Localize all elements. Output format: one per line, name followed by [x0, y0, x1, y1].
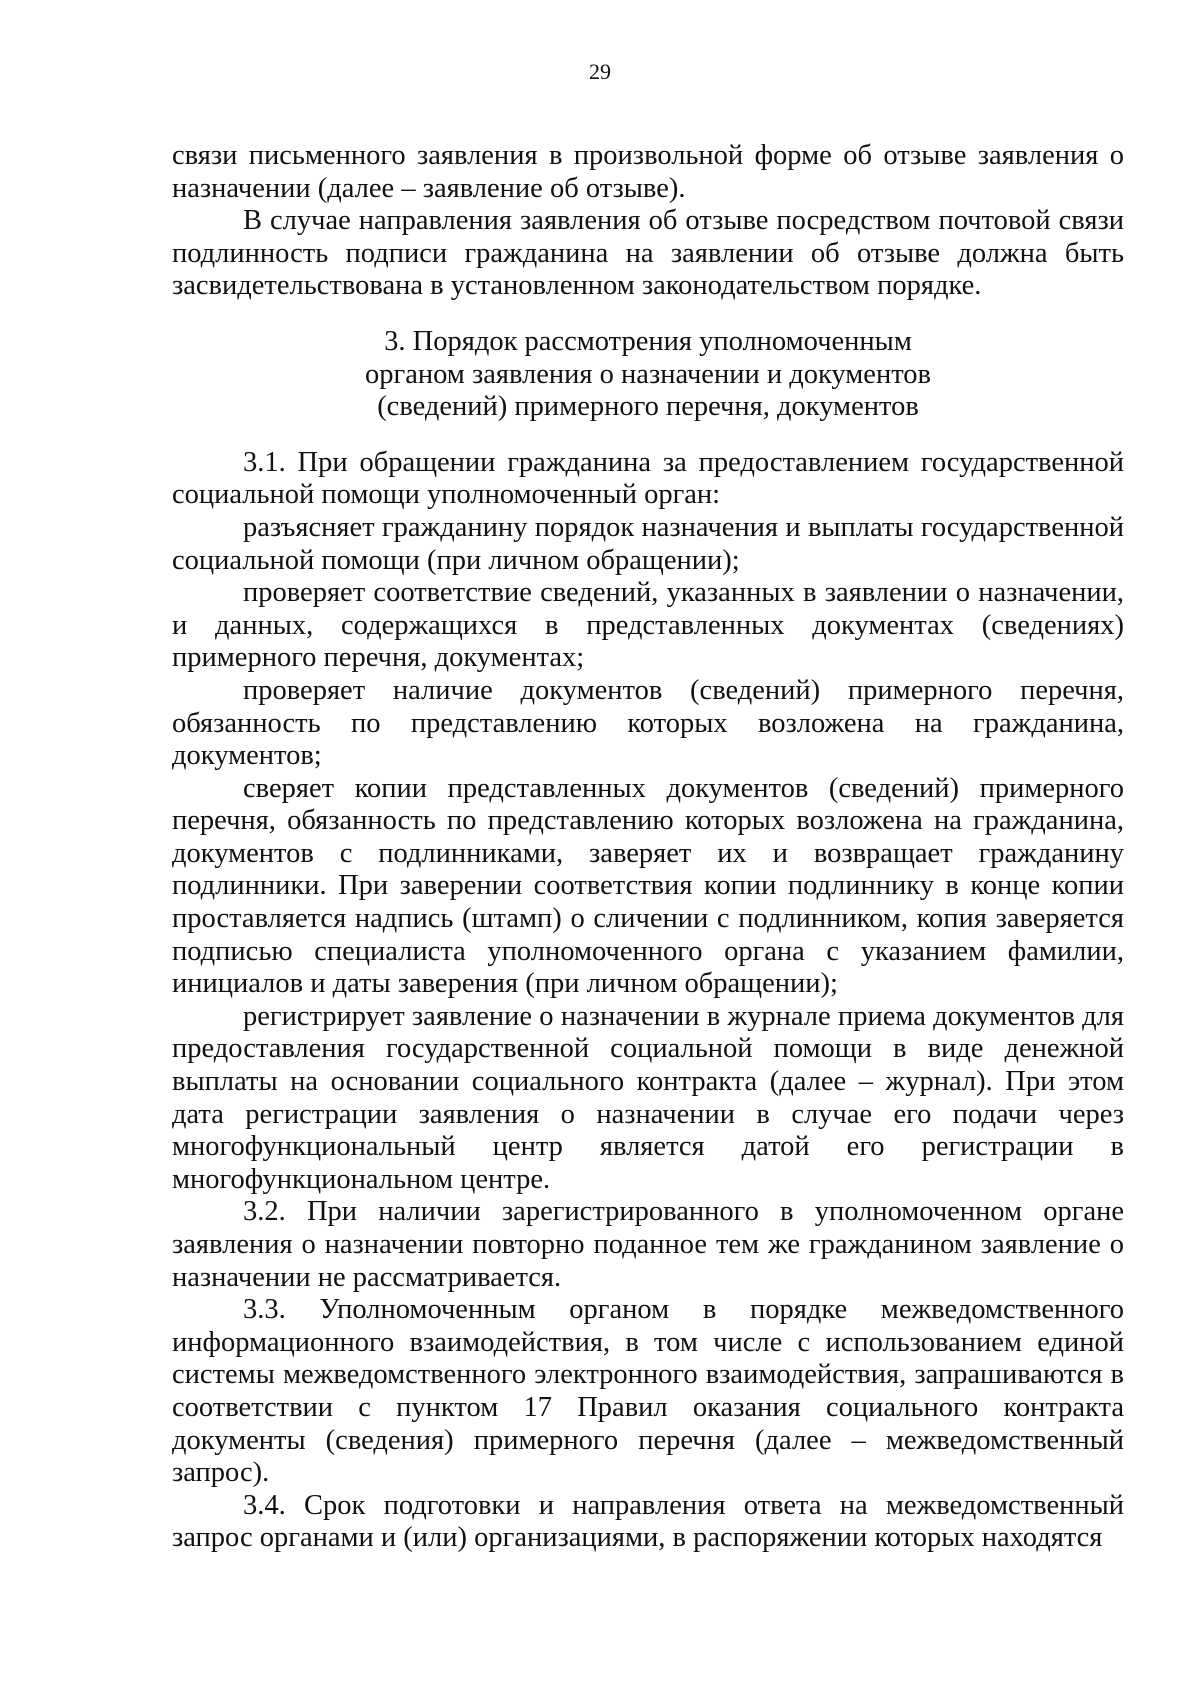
paragraph-checks-compliance: проверяет соответствие сведений, указанных в заявлении о назначении, и данных, содержащихся в представленных документах (сведениях) примерного перечня, документах; [172, 577, 1124, 674]
paragraph-continuation: связи письменного заявления в произвольной форме об отзыве заявления о назначении (далее – заявление об отзыве). [172, 140, 1124, 204]
paragraph-3-4: 3.4. Срок подготовки и направления ответа на межведомственный запрос органами и (или) организациями, в распоряжении которых находятся [172, 1489, 1124, 1554]
page-number: 29 [589, 59, 611, 84]
paragraph-postal-signature: В случае направления заявления об отзыве посредством почтовой связи подлинность подписи гражданина на заявлении об отзыве должна быть засвидетельствована в установленном законодательством порядке. [172, 205, 1124, 302]
paragraph-checks-presence: проверяет наличие документов (сведений) примерного перечня, обязанность по представлению которых возложена на гражданина, документов; [172, 674, 1124, 772]
section-heading-line-1: 3. Порядок рассмотрения уполномоченным [384, 325, 912, 357]
section-heading-line-2: органом заявления о назначении и документов [365, 358, 931, 390]
paragraph-verifies-copies: сверяет копии представленных документов (сведений) примерного перечня, обязанность по представлению которых возложена на гражданина, документов с подлинниками, заверяет их и возвращает гражданину подлинники. При заверении соответствия копии подлиннику в конце копии проставляется надпись (штамп) о сличении с подлинником, копия заверяется подписью специалиста уполномоченного органа с указанием фамилии, инициалов и даты заверения (при личном обращении); [172, 772, 1124, 1000]
paragraph-explains: разъясняет гражданину порядок назначения и выплаты государственной социальной помощи (при личном обращении); [172, 511, 1124, 576]
paragraph-registers: регистрирует заявление о назначении в журнале приема документов для предоставления государственной социальной помощи в виде денежной выплаты на основании социального контракта (далее – журнал). При этом дата регистрации заявления о назначении в случае его подачи через многофункциональный центр является датой его регистрации в многофункциональном центре. [172, 1000, 1124, 1195]
paragraph-3-3: 3.3. Уполномоченным органом в порядке межведомственного информационного взаимодействия, в том числе с использованием единой системы межведомственного электронного взаимодействия, запрашиваются в соответствии с пунктом 17 Правил оказания социального контракта документы (сведения) примерного перечня (далее – межведомственный запрос). [172, 1294, 1124, 1489]
paragraph-3-2: 3.2. При наличии зарегистрированного в уполномоченном органе заявления о назначении повторно поданное тем же гражданином заявление о назначении не рассматривается. [172, 1196, 1124, 1293]
section-heading [172, 326, 1124, 424]
paragraph-3-1: 3.1. При обращении гражданина за предоставлением государственной социальной помощи уполномоченный орган: [172, 446, 1124, 511]
document-body [172, 140, 1124, 1555]
section-heading-line-3: (сведений) примерного перечня, документов [377, 391, 919, 423]
